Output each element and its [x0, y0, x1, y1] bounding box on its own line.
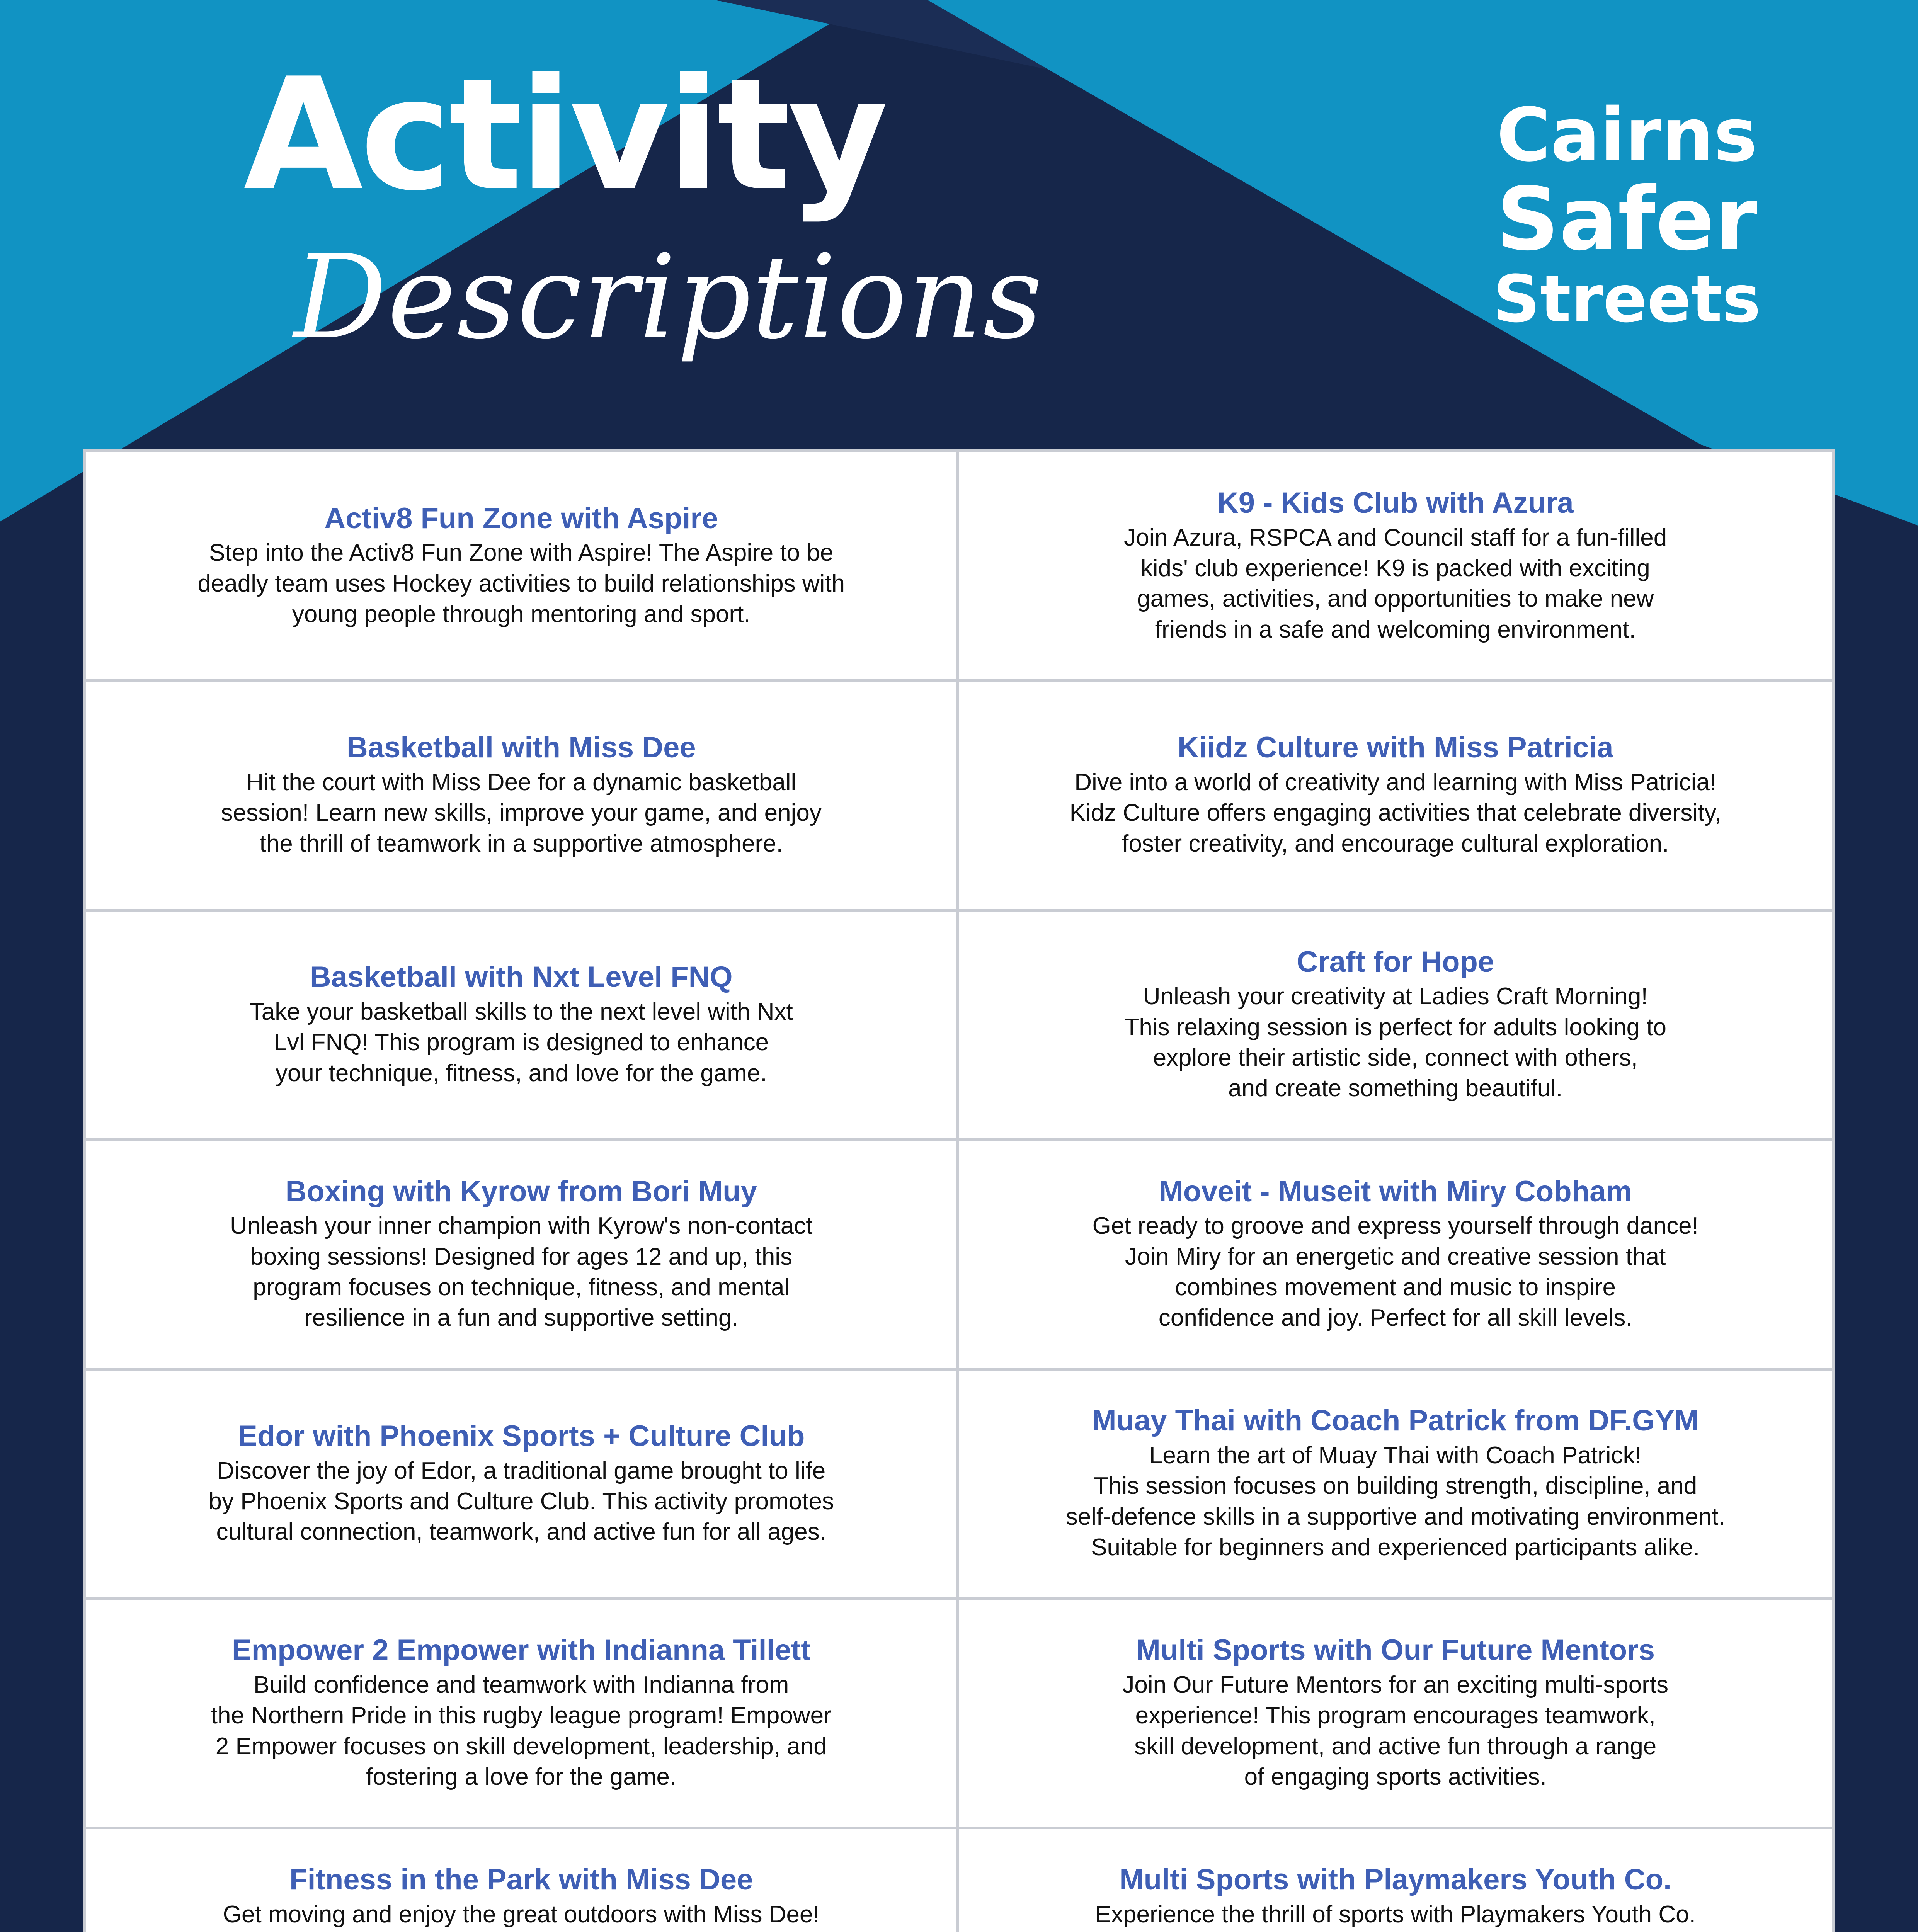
activity-title: Craft for Hope: [1297, 945, 1494, 978]
activity-card: [959, 1829, 1832, 1932]
activity-title: Kiidz Culture with Miss Patricia: [1177, 731, 1613, 764]
activity-title: Basketball with Miss Dee: [346, 731, 696, 764]
activity-description: Get ready to groove and express yourself through dance! Join Miry for an energetic and creative session that combines movement and music to inspire confidence and joy. Perfect for all skill levels.: [1092, 1213, 1698, 1332]
activity-description: Unleash your inner champion with Kyrow's non-contact boxing sessions! Designed for ages 12 and up, this program focuses on technique, fitness, and mental resilience in a fun and supportive setting.: [230, 1213, 813, 1332]
activity-title: Muay Thai with Coach Patrick from DF.GYM: [1092, 1404, 1699, 1437]
activity-title: Multi Sports with Playmakers Youth Co.: [1119, 1863, 1672, 1896]
activity-description: Discover the joy of Edor, a traditional game brought to life by Phoenix Sports and Culture Club. This activity promotes cultural connection, teamwork, and active fun for all ages.: [208, 1457, 834, 1546]
page-subtitle: Descriptions: [294, 230, 1043, 365]
activity-card: [959, 682, 1832, 912]
activity-description: Get moving and enjoy the great outdoors with Miss Dee!: [223, 1901, 820, 1928]
activity-title: Basketball with Nxt Level FNQ: [310, 961, 733, 994]
brand-logo: [1453, 92, 1801, 337]
activity-card: [86, 1141, 959, 1371]
activity-card: [86, 452, 959, 682]
activity-card: [86, 912, 959, 1141]
activity-card: [86, 682, 959, 912]
activity-card: [86, 1600, 959, 1829]
activity-card: [959, 1371, 1832, 1600]
activity-title: Empower 2 Empower with Indianna Tillett: [231, 1634, 811, 1667]
activity-title: Multi Sports with Our Future Mentors: [1136, 1634, 1655, 1667]
activity-card: [959, 912, 1832, 1141]
activity-title: Activ8 Fun Zone with Aspire: [324, 502, 718, 535]
page-title: Activity: [243, 45, 885, 225]
activity-title: Fitness in the Park with Miss Dee: [289, 1863, 753, 1896]
activity-description: Hit the court with Miss Dee for a dynamic basketball session! Learn new skills, improve your game, and enjoy the thrill of teamwork in a supportive atmosphere.: [221, 769, 822, 857]
activity-card: [86, 1371, 959, 1600]
activity-card: [959, 1141, 1832, 1371]
brand-line-2: Safer: [1496, 168, 1758, 270]
activity-grid: [83, 449, 1835, 1932]
brand-line-3: Streets: [1493, 261, 1761, 337]
activity-card: [86, 1829, 959, 1932]
activity-description: Step into the Activ8 Fun Zone with Aspire! The Aspire to be deadly team uses Hockey activities to build relationships with young people through mentoring and sport.: [197, 539, 845, 628]
activity-description: Unleash your creativity at Ladies Craft Morning! This relaxing session is perfect for adults looking to explore their artistic side, connect with others, and create something beautiful.: [1124, 983, 1667, 1102]
activity-description: Learn the art of Muay Thai with Coach Patrick! This session focuses on building strength, discipline, and self-defence skills in a supportive and motivating environment. Suitable for beginners and experienced participants alike.: [1065, 1442, 1725, 1561]
activity-title: Boxing with Kyrow from Bori Muy: [285, 1175, 757, 1208]
activity-card: [959, 1600, 1832, 1829]
brand-line-1: Cairns: [1496, 92, 1758, 178]
activity-title: Moveit - Museit with Miry Cobham: [1159, 1175, 1632, 1208]
activity-description: Build confidence and teamwork with Indianna from the Northern Pride in this rugby league program! Empower 2 Empower focuses on skill development, leadership, and fostering a love for the game.: [211, 1671, 832, 1791]
activity-card: [959, 452, 1832, 682]
activity-description: Join Our Future Mentors for an exciting multi-sports experience! This program encourages teamwork, skill development, and active fun through a range of engaging sports activities.: [1122, 1671, 1669, 1791]
activity-description: Experience the thrill of sports with Playmakers Youth Co.: [1095, 1901, 1696, 1928]
activity-description: Join Azura, RSPCA and Council staff for a fun-filled kids' club experience! K9 is packed with exciting games, activities, and opportunities to make new friends in a safe and welcoming environment.: [1124, 524, 1667, 643]
activity-description: Dive into a world of creativity and learning with Miss Patricia! Kidz Culture offers engaging activities that celebrate diversity, foster creativity, and encourage cultural exploration.: [1069, 769, 1721, 857]
activity-description: Take your basketball skills to the next level with Nxt Lvl FNQ! This program is designed to enhance your technique, fitness, and love for the game.: [249, 998, 793, 1087]
activity-title: K9 - Kids Club with Azura: [1217, 486, 1574, 519]
activity-title: Edor with Phoenix Sports + Culture Club: [238, 1420, 805, 1453]
